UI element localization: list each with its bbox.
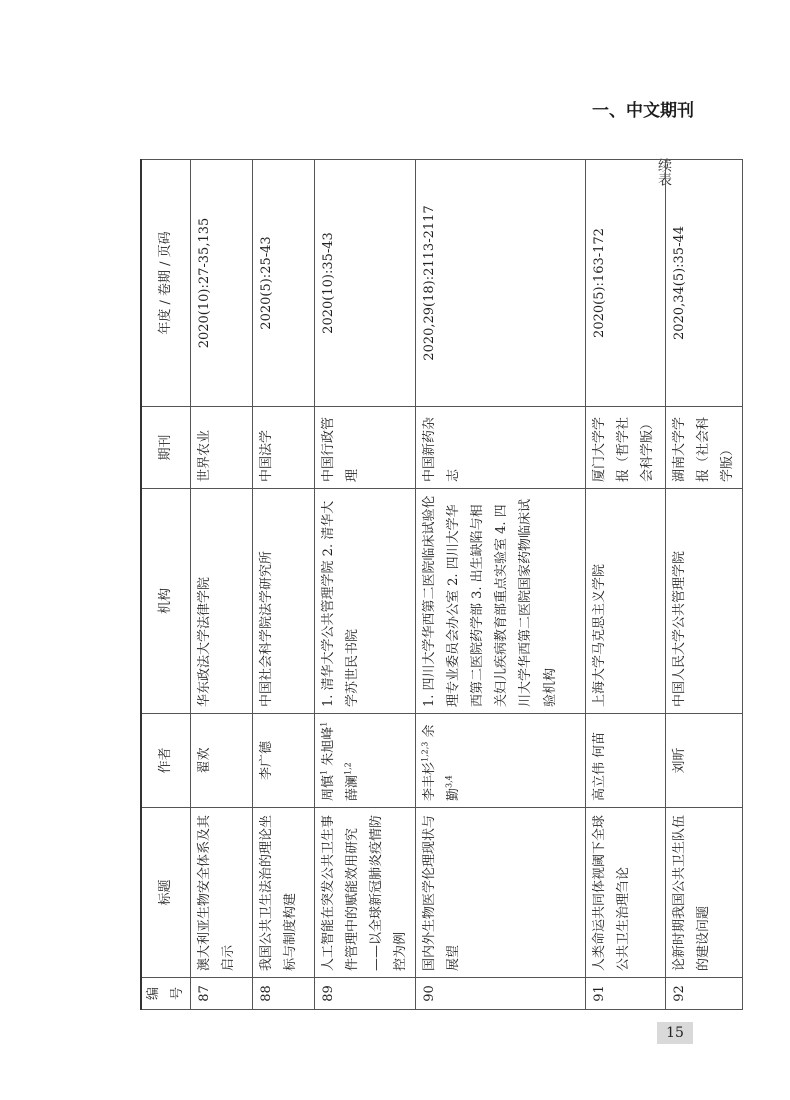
header-author: 作者 [141,714,191,808]
row-number: 90 [416,978,586,1010]
row-author [315,714,416,808]
author-affiliation: 1 [319,769,329,775]
table-row [191,160,253,1010]
row-number: 92 [666,978,743,1010]
continued-label: 续表 [656,158,672,186]
row-institution: 1. 清华大学公共管理学院 2. 清华大学苏世民书院 [315,489,416,714]
row-number: 87 [191,978,253,1010]
row-year-volume-page: 2020(10):27-35,135 [191,160,253,407]
row-year-volume-page: 2020(10):35-43 [315,160,416,407]
row-institution: 中国人民大学公共管理学院 [666,489,743,714]
author-name: 朱旭峰 [321,726,337,766]
row-year-volume-page: 2020(5):25-43 [253,160,315,407]
header-title: 标题 [141,808,191,978]
row-author: 刘昕 [666,714,743,808]
row-author: 李广德 [253,714,315,808]
row-journal: 中国法学 [253,407,315,489]
author-name: 李丰杉 [422,761,438,801]
table-row [253,160,315,1010]
author-affiliation: 1,2 [343,762,353,775]
row-journal: 中国新药杂志 [416,407,586,489]
row-author [416,714,586,808]
journal-table [140,159,743,1010]
row-institution: 中国社会科学院法学研究所 [253,489,315,714]
header-number: 编号 [141,978,191,1010]
row-institution: 1. 四川大学华西第二医院临床试验伦理专业委员会办公室 2. 四川大学华西第二医院药学部 3. 出生缺陷与相关妇儿疾病教育部重点实验室 4. 四川大学华西第二医院国家药物临床试验机构 [416,489,586,714]
row-author: 高立伟 何苗 [586,714,666,808]
header-journal: 期刊 [141,407,191,489]
author-affiliation: 3,4 [445,775,454,788]
row-journal: 世界农业 [191,407,253,489]
row-title: 国内外生物医学伦理现状与展望 [416,808,586,978]
author-affiliation: 1 [319,721,329,727]
author-name: 薛澜 [345,774,361,801]
table-row [315,160,416,1010]
row-title: 人工智能在突发公共卫生事件管理中的赋能效用研究——以全球新冠肺炎疫情防控为例 [315,808,416,978]
row-year-volume-page: 2020(5):163-172 [586,160,666,407]
row-title: 我国公共卫生法治的理论坐标与制度构建 [253,808,315,978]
row-year-volume-page: 2020,34(5):35-44 [666,160,743,407]
table-row [666,160,743,1010]
author-name: 周慎 [321,774,337,801]
row-number: 89 [315,978,416,1010]
row-journal: 湖南大学学报（社会科学版） [666,407,743,489]
row-author: 翟欢 [191,714,253,808]
row-number: 88 [253,978,315,1010]
row-number: 91 [586,978,666,1010]
section-title: 一、中文期刊 [592,101,694,121]
table-row [586,160,666,1010]
row-institution: 华东政法大学法律学院 [191,489,253,714]
row-title: 澳大利亚生物安全体系及其启示 [191,808,253,978]
row-journal: 厦门大学学报（哲学社会科学版） [586,407,666,489]
table-header-row [141,160,191,1010]
table-row [416,160,586,1010]
header-year-volume-page: 年度 / 卷期 / 页码 [141,160,191,407]
author-name: 余勤 [422,724,462,801]
author-affiliation: 1,2,3 [420,741,430,762]
row-journal: 中国行政管理 [315,407,416,489]
row-institution: 上海大学马克思主义学院 [586,489,666,714]
row-title: 论新时期我国公共卫生队伍的建设问题 [666,808,743,978]
header-institution: 机构 [141,489,191,714]
row-title: 人类命运共同体视阈下全球公共卫生治理刍论 [586,808,666,978]
page-number: 15 [657,1022,693,1044]
row-year-volume-page: 2020,29(18):2113-2117 [416,160,586,407]
